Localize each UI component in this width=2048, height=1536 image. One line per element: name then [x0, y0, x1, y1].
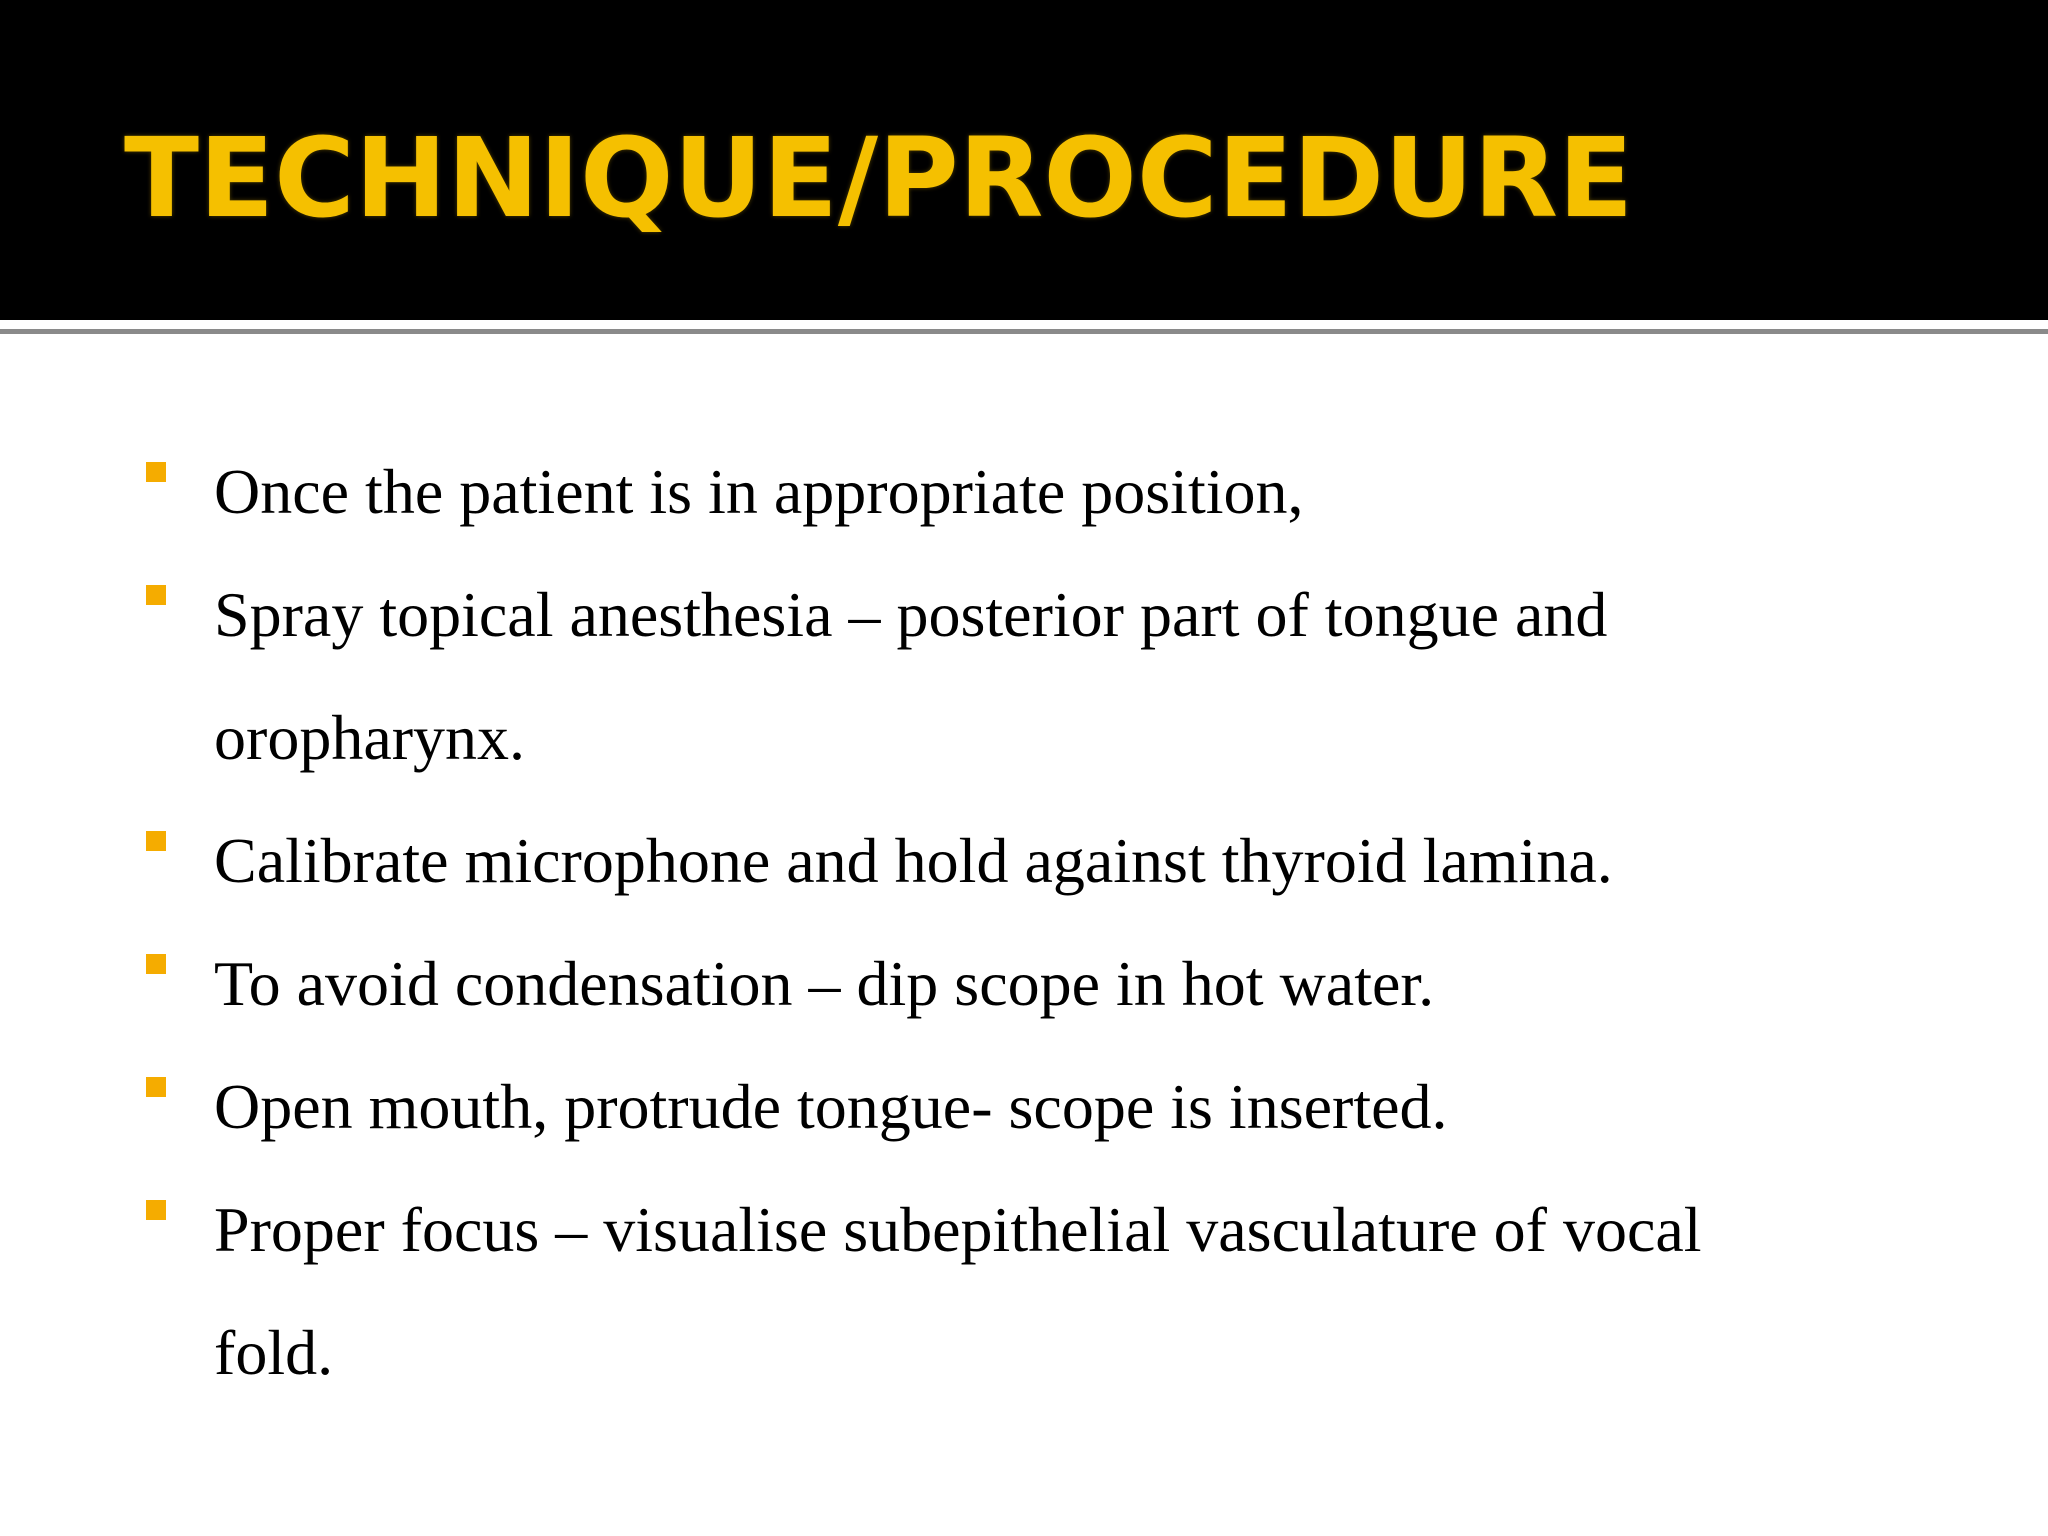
square-bullet-icon	[146, 1077, 166, 1097]
bullet-line: Open mouth, protrude tongue- scope is inserted.	[214, 1071, 1448, 1142]
bullet-line: oropharynx.	[214, 702, 526, 773]
square-bullet-icon	[146, 954, 166, 974]
slide-title: TECHNIQUE/PROCEDURE	[124, 114, 1634, 242]
bullet-text	[214, 553, 1974, 799]
bullet-text	[214, 430, 1974, 553]
bullet-text	[214, 922, 1974, 1045]
bullet-line: Once the patient is in appropriate position,	[214, 456, 1304, 527]
bullet-text	[214, 1045, 1974, 1168]
bullet-line: Spray topical anesthesia – posterior part of tongue and	[214, 579, 1608, 650]
bullet-line: Proper focus – visualise subepithelial vasculature of vocal	[214, 1194, 1702, 1265]
square-bullet-icon	[146, 831, 166, 851]
bullet-line: Calibrate microphone and hold against thyroid lamina.	[214, 825, 1613, 896]
bullet-line: To avoid condensation – dip scope in hot water.	[214, 948, 1435, 1019]
square-bullet-icon	[146, 1200, 166, 1220]
bullet-text	[214, 799, 1974, 922]
square-bullet-icon	[146, 462, 166, 482]
square-bullet-icon	[146, 585, 166, 605]
bullet-line: fold.	[214, 1317, 334, 1388]
bullet-text	[214, 1168, 1974, 1414]
